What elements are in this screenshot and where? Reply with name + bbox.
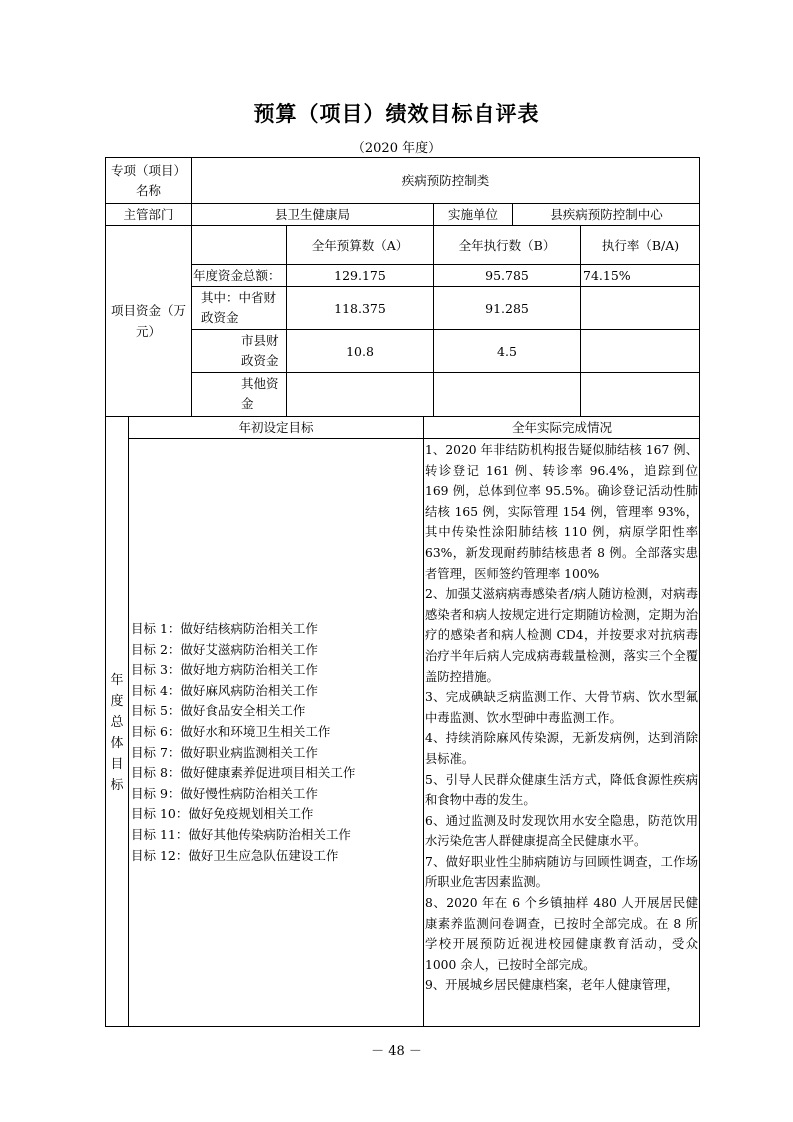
goal-item: 目标 6：做好水和环境卫生相关工作 [131,723,331,739]
result-item: 4、持续消除麻风传染源，无新发病例，达到消除县标准。 [425,731,698,766]
unit-value: 县疾病预防控制中心 [550,207,663,222]
unit-label: 实施单位 [447,207,498,222]
section-label-char: 总 [110,714,124,730]
header-budget: 全年预算数（A） [311,237,409,253]
goal-item: 目标 9：做好慢性病防治相关工作 [131,785,318,801]
section-label-char: 体 [110,735,124,751]
fund-row-budget: 129.175 [334,268,386,283]
goal-item: 目标 1：做好结核病防治相关工作 [131,621,318,636]
goal-item: 目标 11：做好其他传染病防治相关工作 [131,826,351,842]
goal-item: 目标 3：做好地方病防治相关工作 [131,662,318,678]
goal-item: 目标 10：做好免疫规划相关工作 [131,806,314,822]
fund-row-budget: 118.375 [334,300,386,316]
fund-row-label: 其中：中省财政资金 [201,290,277,325]
dept-label: 主管部门 [123,207,174,222]
result-item: 5、引导人民群众健康生活方式，降低食源性疾病和食物中毒的发生。 [425,772,698,808]
goal-column-header: 年初设定目标 [238,420,314,435]
result-item: 6、通过监测及时发现饮用水安全隐患，防范饮用水污染危害人群健康提高全民健康水平。 [425,813,698,849]
page-number: － 48 － [371,1044,422,1059]
fund-row-exec [434,373,580,416]
goal-list [131,619,421,866]
result-item: 7、做好职业性尘肺病随访与回顾性调查，工作场所职业危害因素监测。 [425,854,698,890]
fund-row-rate [583,373,699,416]
section-label-char: 标 [110,777,124,793]
goal-item: 目标 2：做好艾滋病防治相关工作 [131,641,318,657]
result-column-header: 全年实际完成情况 [511,420,612,435]
fund-row-label: 年度资金总额： [193,268,281,283]
fund-row-exec: 95.785 [485,268,529,283]
result-item: 3、完成碘缺乏病监测工作、大骨节病、饮水型氟中毒监测、饮水型砷中毒监测工作。 [425,690,698,725]
goal-item: 目标 8：做好健康素养促进项目相关工作 [131,765,356,781]
result-item: 2、加强艾滋病病毒感染者/病人随访检测，对病毒感染者和病人按规定进行定期随访检测，定期为治疗的感染者和病人检测 CD4，并按要求对抗病毒治疗半年后病人完成病毒载量检测，落实三个全覆盖防控措施。 [425,587,698,684]
goals-section-label [106,438,128,1027]
dept-value: 县卫生健康局 [274,207,350,222]
fund-row-label: 其他资金 [241,376,279,411]
section-label-char: 目 [110,756,124,772]
year-label: （2020 年度） [351,141,442,156]
page-title: 预算（项目）绩效目标自评表 [253,101,540,126]
goal-item: 目标 4：做好麻风病防治相关工作 [131,682,318,698]
goal-item: 目标 5：做好食品安全相关工作 [131,703,306,719]
section-label-char: 年 [110,672,124,688]
result-item: 1、2020 年非结防机构报告疑似肺结核 167 例、转诊登记 161 例、转诊率 96.4%，追踪到位 169 例，总体到位率 95.5%。确诊登记活动性肺结核 165 例，实际管理 154 例，管理率 93%，其中传染性涂阳肺结核 110 例，病原学阳性率 63%，新发现耐药肺结核患者 8 例。全部落实患者管理，医师签约管理率 100% [425,443,698,581]
fund-row-rate [583,330,699,372]
result-list [425,440,698,1027]
section-label-char: 度 [110,693,124,709]
project-name-label: 专项（项目）名称 [110,162,186,198]
fund-row-rate: 74.15% [583,268,631,283]
fund-row-exec: 4.5 [497,343,517,359]
fund-row-rate [583,287,699,329]
header-exec: 全年执行数（B） [458,237,556,253]
funds-label: 项目资金（万元） [110,303,186,339]
result-item: 9、开展城乡居民健康档案，老年人健康管理， [425,978,679,993]
fund-row-label: 市县财政资金 [241,333,279,368]
fund-row-budget [287,373,433,416]
header-rate: 执行率（B/A) [601,237,680,253]
project-name-value: 疾病预防控制类 [401,173,490,188]
result-item: 8、2020 年在 6 个乡镇抽样 480 人开展居民健康素养监测问卷调查，已按时全部完成。在 8 所学校开展预防近视进校园健康教育活动，受众 1000 余人，已按时全部完成。 [425,896,698,972]
goal-item: 目标 12：做好卫生应急队伍建设工作 [131,847,339,863]
fund-row-exec: 91.285 [485,300,529,316]
fund-row-budget: 10.8 [346,343,374,359]
goal-item: 目标 7：做好职业病监测相关工作 [131,744,318,760]
